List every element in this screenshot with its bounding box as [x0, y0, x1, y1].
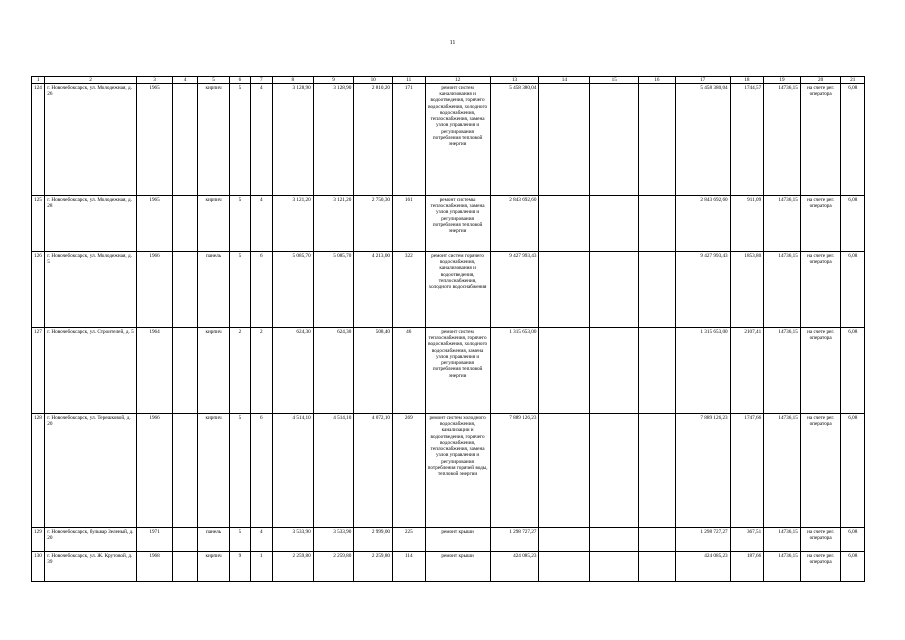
year-cell: 1966: [136, 414, 173, 528]
material-cell: панель: [197, 528, 230, 552]
empty-cell: [639, 528, 676, 552]
column-number: 1: [32, 77, 45, 84]
method-cell: на счете рег. оператора: [800, 328, 841, 414]
cost-total-cell: 5 458 380,04: [490, 84, 539, 196]
works-cell: ремонт системы теплоснабжения, замена узлов управления и регулирования потребления тепловой энергии: [425, 196, 490, 252]
cost-own-cell: 7 889 126,23: [675, 414, 730, 528]
area-total-cell: 4 514,10: [273, 414, 314, 528]
material-cell: кирпич: [197, 328, 230, 414]
area-residential-cell: 4 072,10: [354, 414, 393, 528]
empty-cell: [639, 196, 676, 252]
address-cell: г. Новочебоксарск, ул. Строителей, д. 5: [45, 328, 137, 414]
empty-cell: [539, 196, 590, 252]
empty-cell: [173, 196, 197, 252]
cost-own-cell: 424 085,23: [675, 552, 730, 582]
column-number: 2: [45, 77, 137, 84]
cost-total-cell: 1 298 727,27: [490, 528, 539, 552]
column-number: 21: [841, 77, 865, 84]
material-cell: кирпич: [197, 414, 230, 528]
cost-per-m2-cell: 1747,66: [730, 414, 764, 528]
empty-cell: [173, 84, 197, 196]
column-number-row: [32, 77, 865, 84]
area-residential-cell: 2 810,20: [354, 84, 393, 196]
year-done-cell: 6,08: [841, 552, 865, 582]
works-cell: ремонт крыши: [425, 528, 490, 552]
column-number: 9: [313, 77, 354, 84]
area-living-cell: 4 514,10: [313, 414, 354, 528]
limit-cell: 14736,15: [764, 552, 801, 582]
row-number: 124: [32, 84, 45, 196]
cost-total-cell: 9 427 993,43: [490, 252, 539, 328]
material-cell: кирпич: [197, 84, 230, 196]
cost-own-cell: 2 843 692,60: [675, 196, 730, 252]
column-number: 7: [250, 77, 272, 84]
column-number: 4: [173, 77, 197, 84]
column-number: 13: [490, 77, 539, 84]
area-residential-cell: 508,40: [354, 328, 393, 414]
column-number: 11: [393, 77, 426, 84]
limit-cell: 14736,15: [764, 252, 801, 328]
empty-cell: [173, 552, 197, 582]
floors-cell: 5: [230, 196, 250, 252]
year-done-cell: 6,08: [841, 414, 865, 528]
row-number: 130: [32, 552, 45, 582]
works-cell: ремонт систем теплоснабжения, горячего водоснабжения, холодного водоснабжения, замена узлов управления и регулирования потребления тепловой энергии: [425, 328, 490, 414]
year-done-cell: 6,08: [841, 252, 865, 328]
cost-own-cell: 1 315 653,00: [675, 328, 730, 414]
empty-cell: [590, 414, 639, 528]
empty-cell: [539, 414, 590, 528]
column-number: 8: [273, 77, 314, 84]
year-cell: 1964: [136, 328, 173, 414]
empty-cell: [173, 414, 197, 528]
empty-cell: [590, 552, 639, 582]
residents-cell: 171: [393, 84, 426, 196]
area-living-cell: 3 121,20: [313, 196, 354, 252]
empty-cell: [539, 84, 590, 196]
floors-cell: 5: [230, 84, 250, 196]
column-number: 17: [675, 77, 730, 84]
material-cell: кирпич: [197, 196, 230, 252]
works-cell: ремонт систем холодного водоснабжения, канализации и водоотведения, горячего водоснабжения, теплоснабжения, замена узлов управления и регулирования потребления горячей воды, тепловой энергии: [425, 414, 490, 528]
column-number: 16: [639, 77, 676, 84]
capital-repair-table: [31, 76, 865, 582]
empty-cell: [590, 528, 639, 552]
floors-cell: 5: [230, 252, 250, 328]
address-cell: г. Новочебоксарск, ул. Терешковой, д. 20: [45, 414, 137, 528]
cost-total-cell: 2 843 692,60: [490, 196, 539, 252]
empty-cell: [539, 552, 590, 582]
year-cell: 1966: [136, 252, 173, 328]
column-number: 6: [230, 77, 250, 84]
table-row: [32, 252, 865, 328]
address-cell: г. Новочебоксарск, ул. Ж. Крутовой, д. 39: [45, 552, 137, 582]
column-number: 18: [730, 77, 764, 84]
floors-cell: 5: [230, 528, 250, 552]
area-total-cell: 3 121,20: [273, 196, 314, 252]
cost-per-m2-cell: 367,51: [730, 528, 764, 552]
entrances-cell: 4: [250, 528, 272, 552]
table-row: [32, 414, 865, 528]
works-cell: ремонт систем канализования и водоотведения, горячего водоснабжения, холодного водоснабжения, теплоснабжения, замена узлов управления и регулирования потребления тепловой энергии: [425, 84, 490, 196]
limit-cell: 14736,15: [764, 414, 801, 528]
area-residential-cell: 4 213,00: [354, 252, 393, 328]
entrances-cell: 6: [250, 252, 272, 328]
year-cell: 1965: [136, 196, 173, 252]
entrances-cell: 4: [250, 196, 272, 252]
table-row: [32, 552, 865, 582]
row-number: 126: [32, 252, 45, 328]
empty-cell: [173, 328, 197, 414]
empty-cell: [639, 552, 676, 582]
column-number: 14: [539, 77, 590, 84]
area-residential-cell: 2 750,30: [354, 196, 393, 252]
area-living-cell: 3 128,90: [313, 84, 354, 196]
limit-cell: 14736,15: [764, 328, 801, 414]
residents-cell: 269: [393, 414, 426, 528]
method-cell: на счете рег. оператора: [800, 252, 841, 328]
year-done-cell: 6,08: [841, 196, 865, 252]
limit-cell: 14736,15: [764, 196, 801, 252]
empty-cell: [590, 84, 639, 196]
cost-total-cell: 7 889 126,23: [490, 414, 539, 528]
empty-cell: [539, 252, 590, 328]
area-living-cell: 5 085,70: [313, 252, 354, 328]
empty-cell: [539, 528, 590, 552]
entrances-cell: 2: [250, 328, 272, 414]
method-cell: на счете рег. оператора: [800, 196, 841, 252]
column-number: 5: [197, 77, 230, 84]
cost-per-m2-cell: 2107,41: [730, 328, 764, 414]
entrances-cell: 4: [250, 84, 272, 196]
column-number: 15: [590, 77, 639, 84]
residents-cell: 161: [393, 196, 426, 252]
year-done-cell: 6,08: [841, 328, 865, 414]
year-done-cell: 6,08: [841, 84, 865, 196]
cost-own-cell: 1 298 727,27: [675, 528, 730, 552]
column-number: 3: [136, 77, 173, 84]
empty-cell: [539, 328, 590, 414]
residents-cell: 114: [393, 552, 426, 582]
area-total-cell: 3 533,90: [273, 528, 314, 552]
column-number: 20: [800, 77, 841, 84]
empty-cell: [590, 252, 639, 328]
empty-cell: [590, 328, 639, 414]
area-total-cell: 5 085,70: [273, 252, 314, 328]
address-cell: г. Новочебоксарск, ул. Молодежная, д. 26: [45, 84, 137, 196]
cost-total-cell: 424 085,23: [490, 552, 539, 582]
table-row: [32, 84, 865, 196]
table-row: [32, 328, 865, 414]
year-cell: 1968: [136, 552, 173, 582]
method-cell: на счете рег. оператора: [800, 414, 841, 528]
empty-cell: [639, 414, 676, 528]
method-cell: на счете рег. оператора: [800, 528, 841, 552]
cost-own-cell: 5 458 380,04: [675, 84, 730, 196]
method-cell: на счете рег. оператора: [800, 84, 841, 196]
page-number: 11: [449, 40, 456, 46]
empty-cell: [173, 528, 197, 552]
cost-per-m2-cell: 1744,57: [730, 84, 764, 196]
limit-cell: 14736,15: [764, 84, 801, 196]
row-number: 129: [32, 528, 45, 552]
empty-cell: [639, 252, 676, 328]
row-number: 128: [32, 414, 45, 528]
address-cell: г. Новочебоксарск, бульвар Зеленый, д. 20: [45, 528, 137, 552]
column-number: 12: [425, 77, 490, 84]
works-cell: ремонт систем горячего водоснабжения, канализования и водоотведения, теплоснабжения, холодного водоснабжения: [425, 252, 490, 328]
works-cell: ремонт крыши: [425, 552, 490, 582]
area-total-cell: 3 128,90: [273, 84, 314, 196]
residents-cell: 46: [393, 328, 426, 414]
year-cell: 1965: [136, 84, 173, 196]
address-cell: г. Новочебоксарск, ул. Молодежная, д. 5: [45, 252, 137, 328]
empty-cell: [173, 252, 197, 328]
floors-cell: 2: [230, 328, 250, 414]
cost-per-m2-cell: 911,09: [730, 196, 764, 252]
area-living-cell: 2 259,80: [313, 552, 354, 582]
area-total-cell: 2 259,80: [273, 552, 314, 582]
residents-cell: 225: [393, 528, 426, 552]
year-done-cell: 6,08: [841, 528, 865, 552]
cost-total-cell: 1 315 653,00: [490, 328, 539, 414]
table-row: [32, 196, 865, 252]
area-living-cell: 624,30: [313, 328, 354, 414]
table-row: [32, 528, 865, 552]
limit-cell: 14736,15: [764, 528, 801, 552]
entrances-cell: 1: [250, 552, 272, 582]
year-cell: 1971: [136, 528, 173, 552]
material-cell: панель: [197, 252, 230, 328]
method-cell: на счете рег. оператора: [800, 552, 841, 582]
material-cell: кирпич: [197, 552, 230, 582]
residents-cell: 322: [393, 252, 426, 328]
row-number: 127: [32, 328, 45, 414]
row-number: 125: [32, 196, 45, 252]
cost-per-m2-cell: 1853,80: [730, 252, 764, 328]
floors-cell: 5: [230, 414, 250, 528]
cost-per-m2-cell: 187,66: [730, 552, 764, 582]
empty-cell: [590, 196, 639, 252]
floors-cell: 9: [230, 552, 250, 582]
entrances-cell: 6: [250, 414, 272, 528]
area-residential-cell: 2 999,00: [354, 528, 393, 552]
area-total-cell: 624,30: [273, 328, 314, 414]
column-number: 19: [764, 77, 801, 84]
empty-cell: [639, 84, 676, 196]
cost-own-cell: 9 427 993,43: [675, 252, 730, 328]
column-number: 10: [354, 77, 393, 84]
area-living-cell: 3 533,90: [313, 528, 354, 552]
empty-cell: [639, 328, 676, 414]
address-cell: г. Новочебоксарск, ул. Молодежная, д. 28: [45, 196, 137, 252]
area-residential-cell: 2 259,80: [354, 552, 393, 582]
